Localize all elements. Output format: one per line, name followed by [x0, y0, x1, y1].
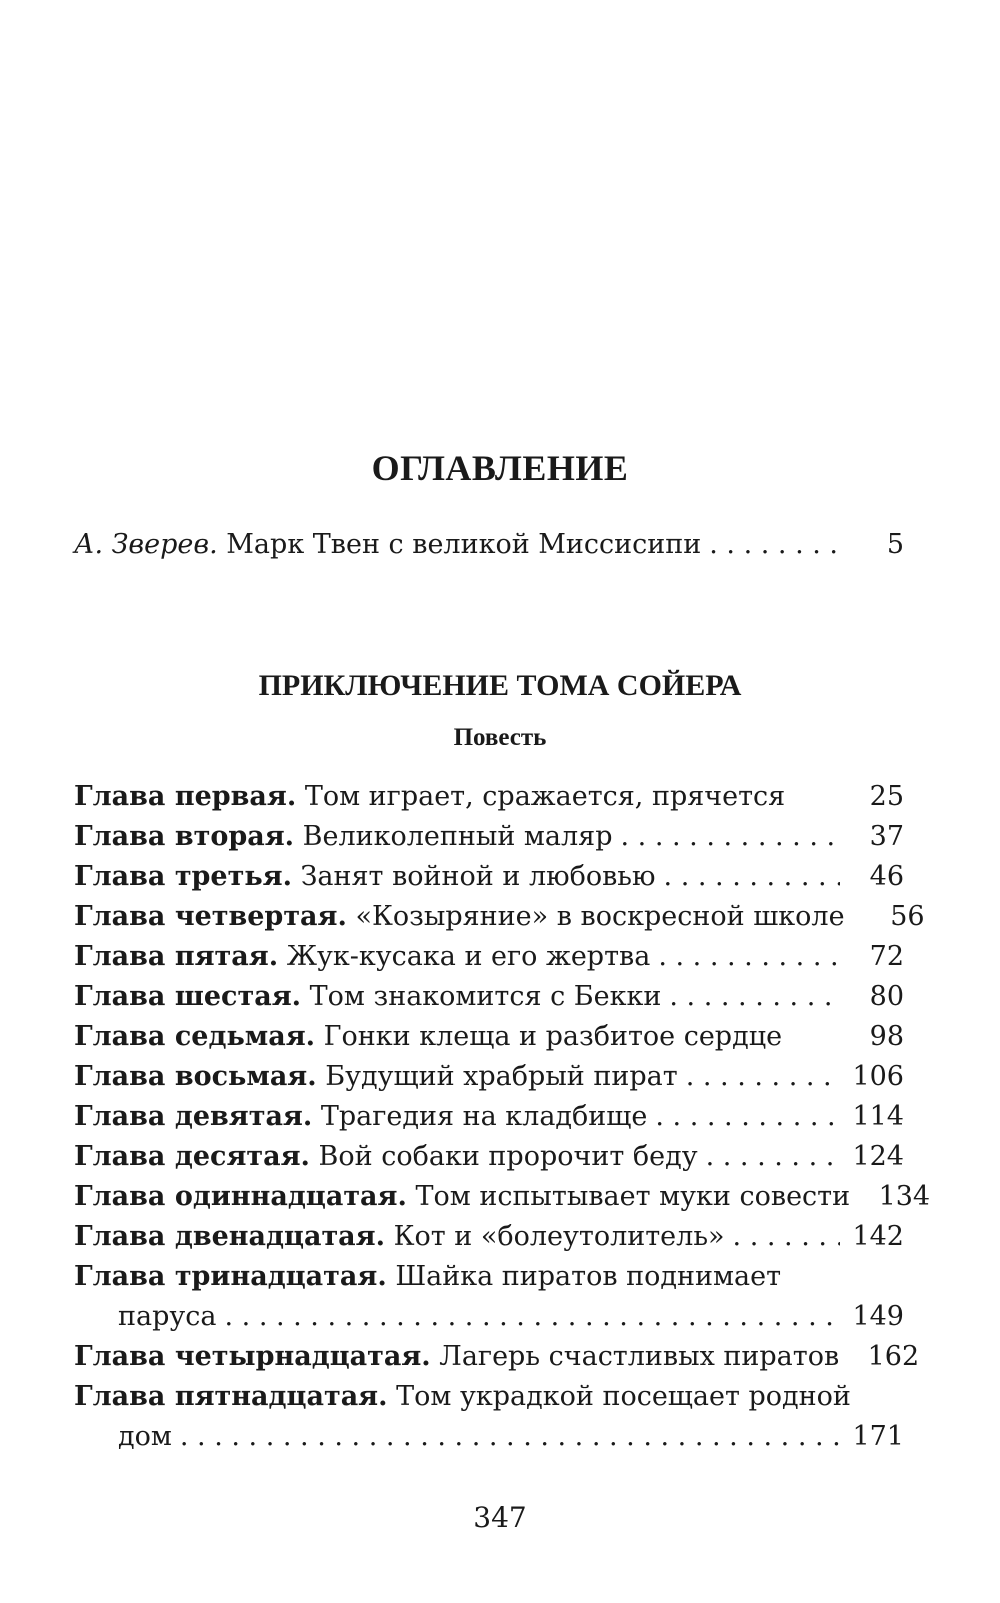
chapter-label: Глава десятая.: [74, 1141, 310, 1172]
chapter-title: Великолепный маляр: [294, 821, 613, 852]
toc-entry-text: [74, 1177, 850, 1217]
toc-title: Марк Твен с великой Миссисипи: [217, 529, 702, 560]
toc-entry-text: [74, 777, 785, 817]
chapter-title: Шайка пиратов поднимает: [386, 1261, 782, 1292]
chapter-title: Будущий храбрый пират: [316, 1061, 678, 1092]
chapter-title: Лагерь счастливых пиратов: [430, 1341, 840, 1372]
toc-author: А. Зверев.: [74, 529, 218, 560]
chapter-page-number: 37: [869, 821, 904, 852]
chapter-label: Глава пятнадцатая.: [74, 1381, 388, 1412]
chapter-label: Глава шестая.: [74, 981, 302, 1012]
chapter-label: Глава вторая.: [74, 821, 295, 852]
chapter-label: Глава одиннадцатая.: [74, 1181, 407, 1212]
toc-entry-chapter: [74, 1057, 904, 1097]
chapter-label: Глава девятая.: [74, 1101, 313, 1132]
chapter-page-number: 106: [852, 1061, 904, 1092]
toc-entry-chapter: [74, 1017, 904, 1057]
chapter-title: «Козыряние» в воскресной школе: [346, 901, 845, 932]
chapter-title: Вой собаки пророчит беду: [309, 1141, 698, 1172]
chapter-page-number: 149: [852, 1301, 904, 1332]
toc-entry-text: [74, 937, 650, 977]
chapter-page-number: 46: [869, 861, 904, 892]
chapter-page-number: 25: [869, 781, 904, 812]
dot-leader: [725, 1217, 840, 1257]
chapter-title: Том играет, сражается, прячется: [296, 781, 786, 812]
chapter-title: Трагедия на кладбище: [312, 1101, 648, 1132]
toc-entry-chapter: [74, 1137, 904, 1177]
toc-entry-chapter: [74, 1257, 904, 1297]
toc-entry-text: [74, 1097, 647, 1137]
toc-entry-chapter: [74, 937, 904, 977]
toc-entry-chapter: [74, 817, 904, 857]
dot-leader: [701, 525, 840, 565]
toc-entry-chapter: [74, 1097, 904, 1137]
dot-leader: [678, 1057, 840, 1097]
section-title: ПРИКЛЮЧЕНИЕ ТОМА СОЙЕРА: [258, 669, 742, 702]
chapter-label: Глава первая.: [74, 781, 297, 812]
toc-entry-text: [74, 897, 845, 937]
chapter-title-continuation: паруса: [118, 1301, 217, 1332]
toc-entry-text: [74, 1337, 839, 1377]
toc-entry-text: [74, 1017, 782, 1057]
chapter-page-number: 56: [890, 901, 925, 932]
toc-entry-continuation: [118, 1297, 904, 1337]
toc-entry-text: [74, 1257, 781, 1297]
chapter-page-number: 98: [869, 1021, 904, 1052]
toc-entry-chapter: [74, 1377, 904, 1417]
chapter-label: Глава тринадцатая.: [74, 1261, 387, 1292]
chapter-page-number: 142: [852, 1221, 904, 1252]
page-number: 347: [473, 1501, 527, 1534]
chapter-page-number: 80: [869, 981, 904, 1012]
chapter-title-continuation: дом: [118, 1421, 172, 1452]
toc-entry-chapter: [74, 897, 925, 937]
toc-entry-text: [74, 1137, 698, 1177]
toc-entry-chapter: [74, 857, 904, 897]
toc-entry-text: [74, 817, 613, 857]
toc-entry-chapter: [74, 1337, 920, 1377]
chapter-label: Глава седьмая.: [74, 1021, 316, 1052]
chapter-page-number: 171: [852, 1421, 904, 1452]
dot-leader: [216, 1297, 840, 1337]
chapter-title: Кот и «болеутолитель»: [385, 1221, 725, 1252]
toc-entry-intro: [74, 525, 904, 565]
chapter-label: Глава двенадцатая.: [74, 1221, 386, 1252]
chapter-title: Том украдкой посещает родной: [387, 1381, 851, 1412]
chapter-label: Глава четырнадцатая.: [74, 1341, 431, 1372]
toc-entry-continuation: [118, 1417, 904, 1457]
toc-entry-text: [74, 977, 661, 1017]
toc-entry-text: [74, 857, 656, 897]
chapter-page-number: 124: [852, 1141, 904, 1172]
dot-leader: [647, 1097, 840, 1137]
chapter-label: Глава четвертая.: [74, 901, 347, 932]
chapter-label: Глава восьмая.: [74, 1061, 317, 1092]
toc-entry-text: [74, 525, 701, 565]
chapter-page-number: 114: [852, 1101, 904, 1132]
dot-leader: [661, 977, 840, 1017]
dot-leader: [172, 1417, 840, 1457]
toc-entry-chapter: [74, 1177, 931, 1217]
dot-leader: [650, 937, 840, 977]
section-subtitle: Повесть: [453, 724, 547, 751]
chapter-title: Гонки клеща и разбитое сердце: [315, 1021, 783, 1052]
toc-entry-text: [74, 1377, 851, 1417]
toc-entry-text: [74, 1217, 725, 1257]
chapter-title: Жук-кусака и его жертва: [278, 941, 651, 972]
dot-leader: [613, 817, 841, 857]
toc-entry-chapter: [74, 977, 904, 1017]
dot-leader: [656, 857, 840, 897]
chapter-label: Глава пятая.: [74, 941, 279, 972]
toc-entry-chapter: [74, 1217, 904, 1257]
toc-entry-chapter: [74, 777, 904, 817]
toc-page-number: 5: [886, 529, 904, 560]
chapter-page-number: 72: [869, 941, 904, 972]
page-title: ОГЛАВЛЕНИЕ: [371, 448, 629, 488]
chapter-page-number: 162: [867, 1341, 920, 1372]
chapter-page-number: 134: [878, 1181, 931, 1212]
chapter-title: Том испытывает муки совести: [406, 1181, 851, 1212]
chapter-title: Том знакомится с Бекки: [301, 981, 662, 1012]
toc-entry-text: [74, 1057, 678, 1097]
dot-leader: [698, 1137, 840, 1177]
chapter-label: Глава третья.: [74, 861, 293, 892]
chapter-title: Занят войной и любовью: [292, 861, 656, 892]
